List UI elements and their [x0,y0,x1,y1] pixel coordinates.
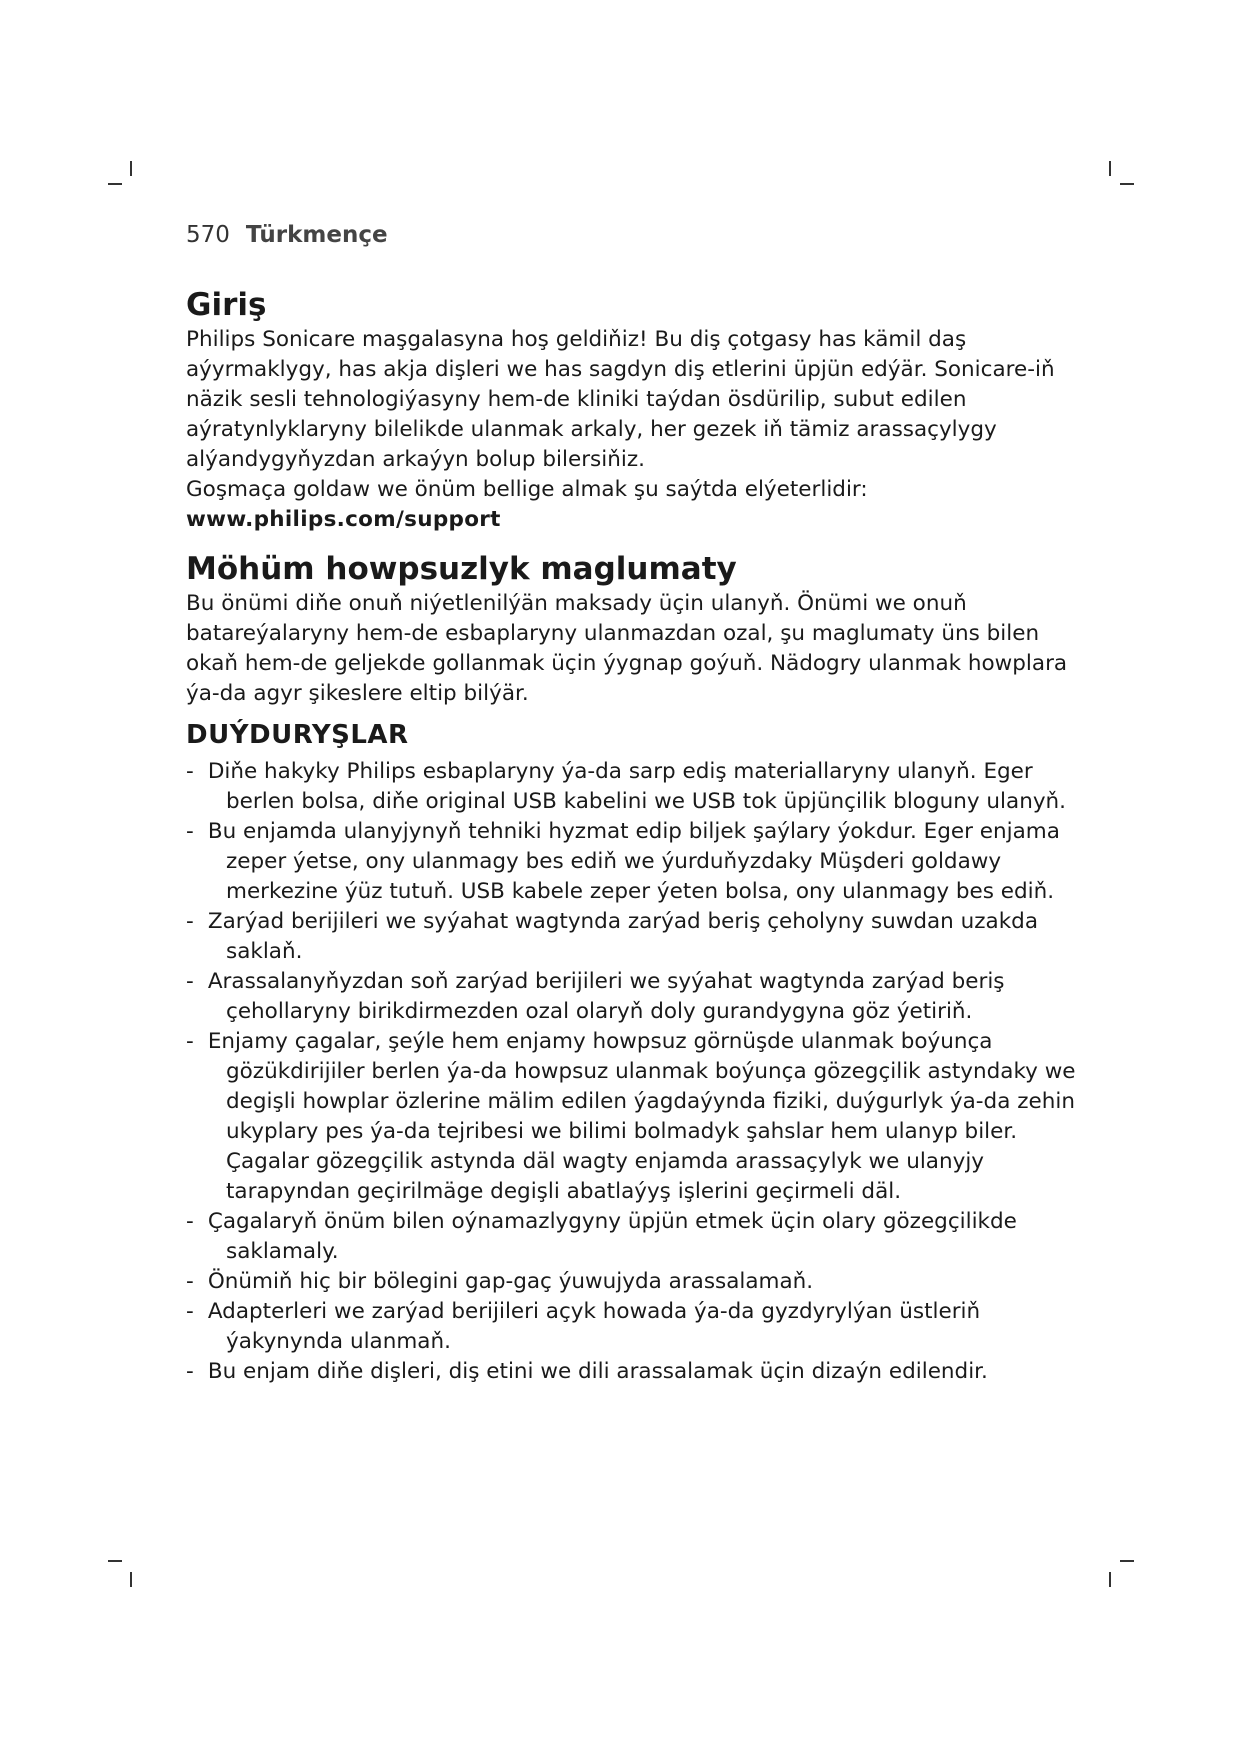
warning-item: - Çagalaryň önüm bilen oýnamazlygyny üpjün etmek üçin olary gözegçilikde saklamaly. [186,1209,1017,1264]
warning-item: - Önümiň hiç bir bölegini gap-gaç ýuwujyda arassalamaň. [186,1269,814,1294]
page-content [186,285,1076,1387]
warning-item: - Zarýad berijileri we syýahat wagtynda zarýad beriş çeholyny suwdan uzakda saklaň. [186,909,1038,964]
warning-item: - Arassalanyňyzdan soň zarýad berijileri we syýahat wagtynda zarýad beriş çehollaryny birikdirmezden ozal olaryň doly gurandygyna göz ýetiriň. [186,969,1005,1024]
warning-item: - Enjamy çagalar, şeýle hem enjamy howpsuz görnüşde ulanmak boýunça gözükdirijiler berlen ýa-da howpsuz ulanmak boýunça gözegçilik astyndaky we degişli howplar özlerine mälim edilen ýagdaýynda fiziki, duýgurlyk ýa-da zehin ukyplary pes ýa-da tejribesi we bilimi bolmadyk şahslar hem ulanyp biler. Çagalar gözegçilik astynda däl wagty enjamda arassaçylyk we ulanyjy tarapyndan geçirilmäge degişli abatlaýyş işlerini geçirmeli däl. [186,1029,1076,1204]
warning-item: - Bu enjam diňe dişleri, diş etini we dili arassalamak üçin dizaýn edilendir. [186,1359,988,1384]
warning-item: - Bu enjamda ulanyjynyň tehniki hyzmat edip biljek şaýlary ýokdur. Eger enjama zeper ýetse, ony ulanmagy bes ediň we ýurduňyzdaky Müşderi goldawy merkezine ýüz tutuň. USB kabele zeper ýeten bolsa, ony ulanmagy bes ediň. [186,819,1060,904]
crop-mark-bottom-right-v [1109,1572,1111,1587]
intro-title: Giriş [186,287,267,323]
page-language: Türkmençe [245,222,388,248]
warning-item: - Diňe hakyky Philips esbaplaryny ýa-da sarp ediş materiallaryny ulanyň. Eger berlen bolsa, diňe original USB kabelini we USB tok üpjünçilik bloguny ulanyň. [186,759,1067,814]
crop-mark-bottom-left-h [108,1560,122,1562]
crop-mark-top-right-h [1120,183,1134,185]
warnings-list [186,757,1076,1387]
safety-title: Möhüm howpsuzlyk maglumaty [186,551,737,587]
warnings-title: DUÝDURYŞLAR [186,720,409,750]
safety-paragraph: Bu önümi diňe onuň niýetlenilýän maksady üçin ulanyň. Önümi we onuň batareýalaryny hem-de esbaplaryny ulanmazdan ozal, şu maglumaty üns bilen okaň hem-de geljekde gollanmak üçin ýygnap goýuň. Nädogry ulanmak howplara ýa-da agyr şikeslere eltip bilýär. [186,591,1068,706]
crop-mark-top-left-h [108,183,122,185]
support-text: Goşmaça goldaw we önüm bellige almak şu saýtda elýeterlidir: [186,477,868,502]
crop-mark-top-left-v [130,161,132,176]
crop-mark-bottom-left-v [130,1572,132,1587]
intro-paragraph: Philips Sonicare maşgalasyna hoş geldiňiz! Bu diş çotgasy has kämil daş aýyrmaklygy, has akja dişleri we has sagdyn diş etlerini üpjün edýär. Sonicare-iň näzik sesli tehnologiýasyny hem-de kliniki taýdan ösdürilip, subut edilen aýratynlyklaryny bilelikde ulanmak arkaly, her gezek iň tämiz arassaçylygy alýandygyňyzdan arkaýyn bolup bilersiňiz. [186,327,1055,472]
warning-item: - Adapterleri we zarýad berijileri açyk howada ýa-da gyzdyrylýan üstleriň ýakynynda ulanmaň. [186,1299,981,1354]
crop-mark-top-right-v [1109,161,1111,176]
crop-mark-bottom-right-h [1120,1560,1134,1562]
support-link[interactable]: www.philips.com/support [186,507,501,532]
page-header [186,222,388,248]
page-number: 570 [186,222,230,248]
